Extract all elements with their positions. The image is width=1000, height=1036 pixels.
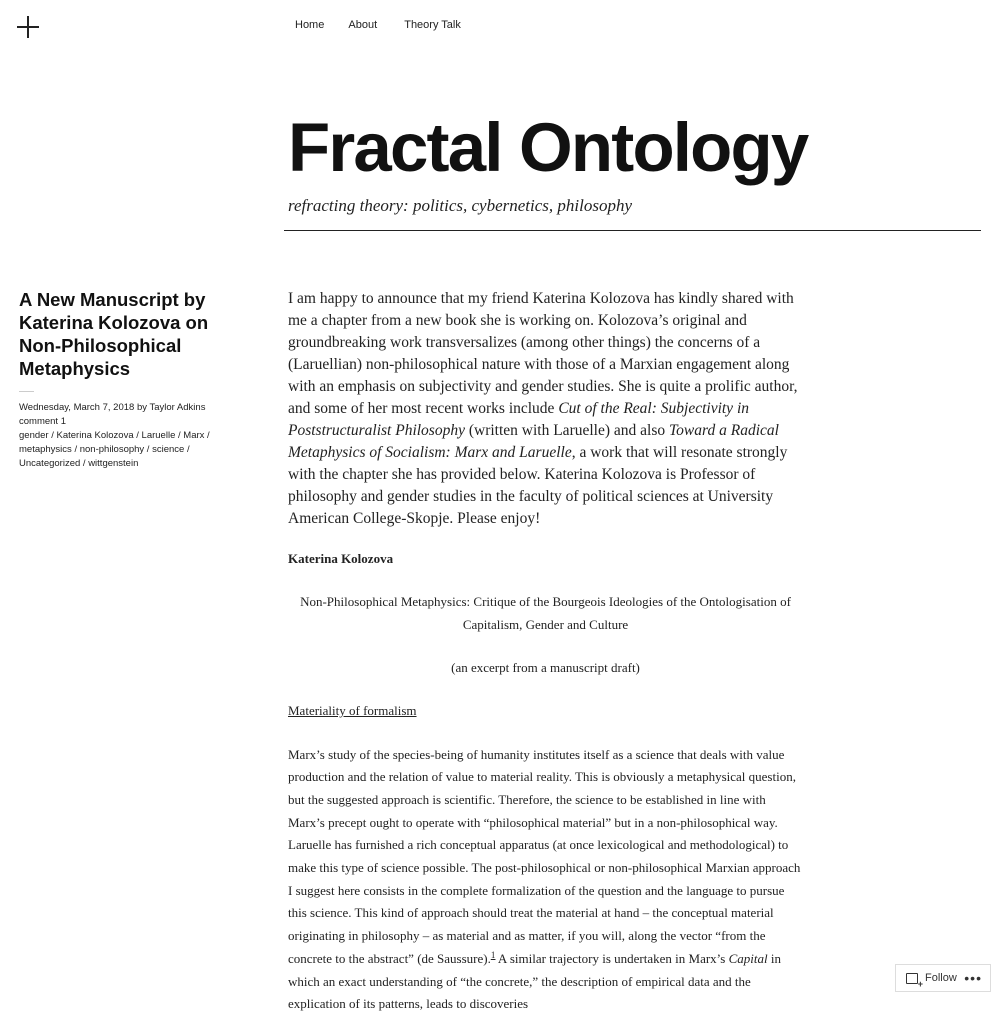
article-author: Katerina Kolozova bbox=[288, 551, 394, 566]
post-tags bbox=[19, 429, 234, 471]
nav-item-home[interactable]: Home bbox=[295, 19, 325, 31]
post-meta bbox=[19, 401, 234, 471]
article-paragraph bbox=[288, 744, 803, 1016]
nav-item-about[interactable]: About bbox=[348, 19, 378, 31]
tag-link[interactable]: Marx bbox=[183, 430, 205, 441]
intro-paragraph bbox=[288, 288, 806, 530]
tag-link[interactable]: Katerina Kolozova bbox=[56, 430, 134, 441]
footnote-link[interactable]: 1 bbox=[490, 949, 496, 960]
tag-separator: / bbox=[175, 430, 184, 441]
byline-by: by bbox=[136, 402, 147, 413]
site-title[interactable]: Fractal Ontology bbox=[288, 109, 808, 186]
plus-icon[interactable] bbox=[17, 16, 39, 38]
intro-text-3: , a work that will resonate strongly with the chapter she has provided below. Katerina Kolozova is Professor of philosophy and gender studies in the faculty of political sciences at University American College-Skopje. Please enjoy! bbox=[288, 444, 788, 527]
tag-separator: / bbox=[80, 458, 89, 469]
tag-link[interactable]: science bbox=[152, 444, 185, 455]
article-note: (an excerpt from a manuscript draft) bbox=[451, 660, 640, 676]
article-body bbox=[288, 548, 803, 1036]
post-author[interactable]: Taylor Adkins bbox=[149, 402, 206, 413]
tag-separator: / bbox=[144, 444, 153, 455]
book-title-capital: Capital bbox=[728, 950, 768, 966]
tag-link[interactable]: Uncategorized bbox=[19, 458, 81, 469]
follow-button[interactable] bbox=[896, 972, 957, 984]
book-title-radical-metaphysics: Toward a Radical Metaphysics of Socialism: Marx and Laruelle bbox=[288, 422, 779, 461]
tag-separator: / bbox=[133, 430, 142, 441]
tag-separator: / bbox=[48, 430, 57, 441]
nav-item-theory-talk[interactable]: Theory Talk bbox=[404, 19, 461, 31]
post-title[interactable]: A New Manuscript by Katerina Kolozova on Non-Philosophical Metaphysics bbox=[19, 289, 209, 379]
tag-separator: / bbox=[204, 430, 210, 441]
section-heading: Materiality of formalism bbox=[288, 703, 417, 719]
more-icon[interactable]: ••• bbox=[964, 970, 982, 986]
tag-separator: / bbox=[184, 444, 190, 455]
follow-icon bbox=[906, 973, 918, 984]
article-heading: Non-Philosophical Metaphysics: Critique of the Bourgeois Ideologies of the Ontologisation of Capitalism, Gender and Culture bbox=[300, 594, 791, 632]
tag-link[interactable]: non-philosophy bbox=[79, 444, 145, 455]
follow-bar bbox=[895, 964, 991, 992]
intro-text-2: (written with Laruelle) and also bbox=[464, 422, 669, 439]
paragraph-text-2: A similar trajectory is undertaken in Marx’s bbox=[495, 950, 729, 966]
intro-text-1: I am happy to announce that my friend Katerina Kolozova has kindly shared with me a chapter from a new book she is working on. Kolozova’s original and groundbreaking work transversalizes (among other things) the concerns of a (Laruellian) non-philosophical nature with those of a Marxian engagement along with an emphasis on subjectivity and gender studies. She is quite a prolific author, and some of her most recent works include bbox=[288, 290, 798, 417]
tag-link[interactable]: wittgenstein bbox=[88, 458, 139, 469]
main-nav bbox=[295, 19, 461, 31]
book-title-cut-of-the-real: Cut of the Real: Subjectivity in Poststructuralist Philosophy bbox=[288, 400, 749, 439]
post-byline bbox=[19, 401, 234, 415]
site-description: refracting theory: politics, cybernetics, philosophy bbox=[288, 196, 633, 215]
post-comments-link[interactable]: comment 1 bbox=[19, 416, 66, 427]
tag-separator: / bbox=[71, 444, 80, 455]
post-date[interactable]: Wednesday, March 7, 2018 bbox=[19, 402, 135, 413]
tag-link[interactable]: gender bbox=[19, 430, 49, 441]
follow-label: Follow bbox=[925, 972, 957, 984]
post-title-divider bbox=[19, 391, 34, 392]
paragraph-text-3: in which an exact understanding of “the concrete,” the description of empirical data and the explication of its patterns, leads to discoveries bbox=[288, 950, 781, 1012]
tag-link[interactable]: metaphysics bbox=[19, 444, 72, 455]
tag-link[interactable]: Laruelle bbox=[141, 430, 176, 441]
header-divider bbox=[284, 230, 981, 231]
paragraph-text-1: Marx’s study of the species-being of humanity institutes itself as a science that deals with value production and the relation of value to material reality. This is obviously a metaphysical question, but the suggested approach is scientific. Therefore, the science to be established in line with Marx’s precept ought to operate with “philosophical material” but in a non-philosophical way. Laruelle has furnished a rich conceptual apparatus (at once lexicological and methodological) to make this type of science possible. The post-philosophical or non-philosophical Marxian approach I suggest here consists in the complete formalization of the question and the language to pursue this science. This kind of approach should treat the material at hand – the conceptual material originating in philosophy – as material and as matter, if you will, along the vector “from the concrete to the abstract” (de Saussure). bbox=[288, 746, 801, 966]
